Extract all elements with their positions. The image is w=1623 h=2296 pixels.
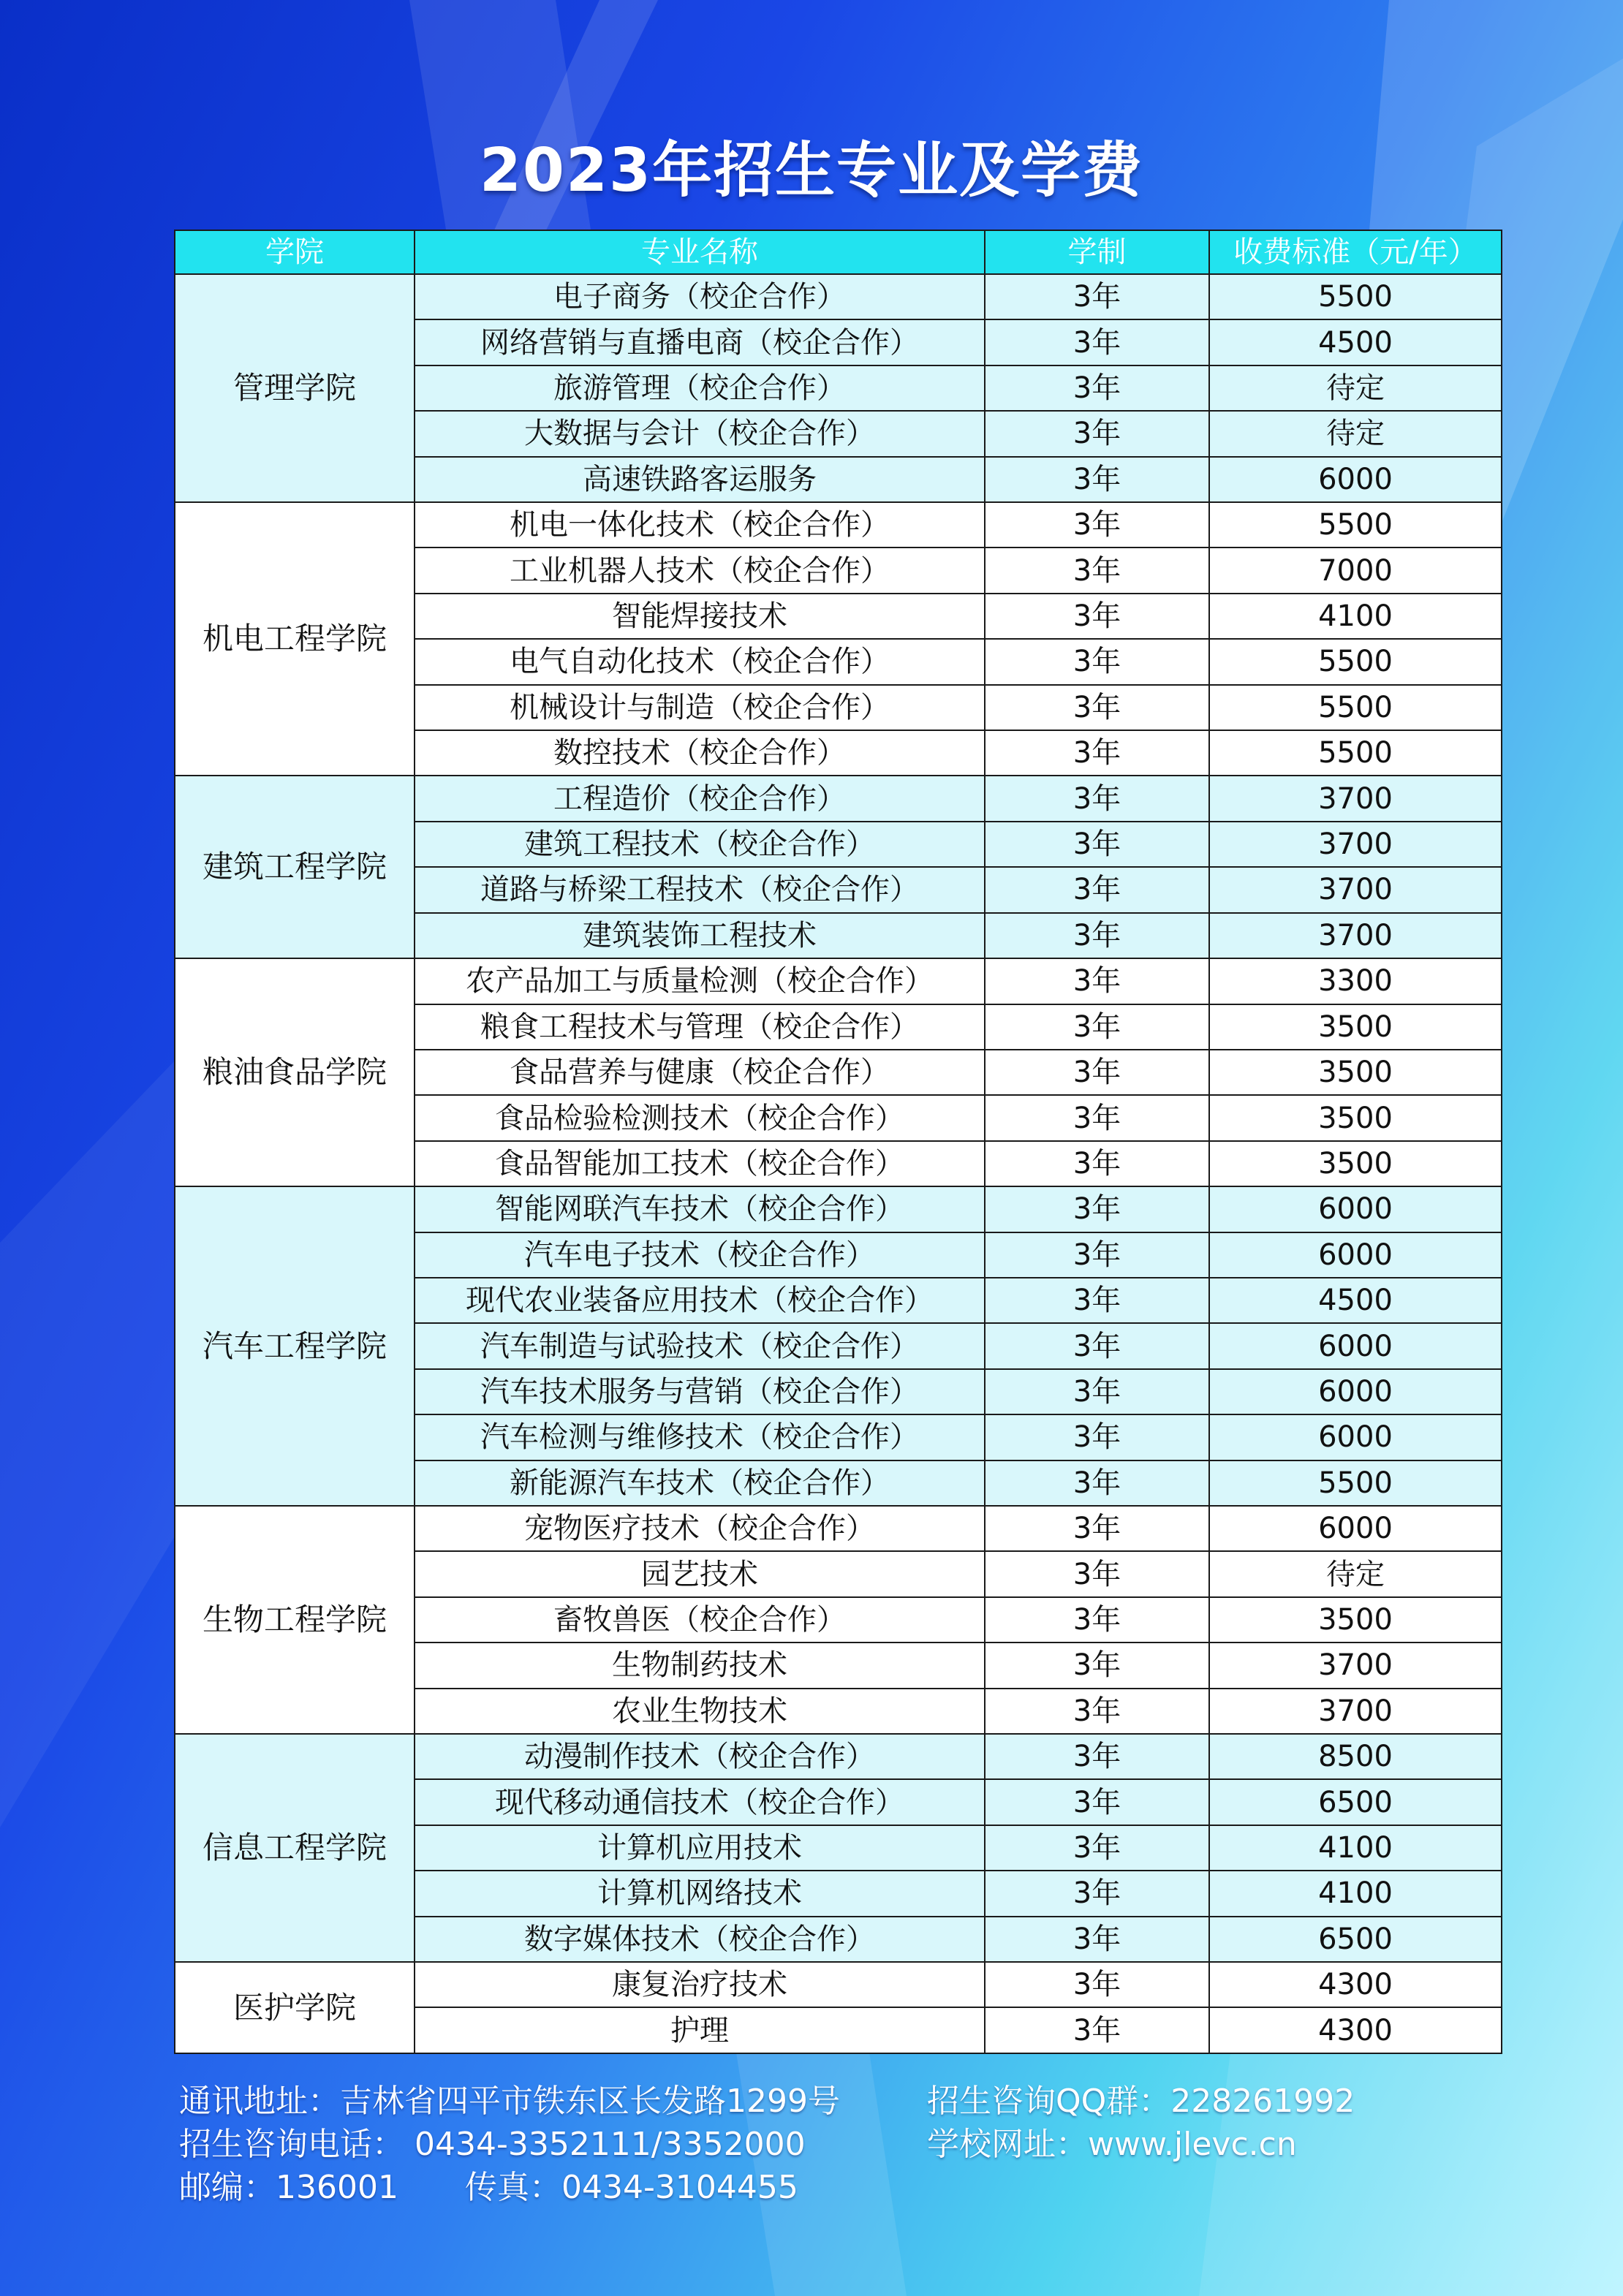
duration-cell: 3年 [985, 1825, 1209, 1871]
fee-cell: 4500 [1209, 1278, 1502, 1323]
table-body [175, 274, 1502, 2053]
major-cell: 护理 [415, 2007, 985, 2053]
table-row [175, 274, 1502, 319]
fee-cell: 6000 [1209, 1369, 1502, 1414]
fee-cell: 6500 [1209, 1917, 1502, 1962]
college-cell: 汽车工程学院 [175, 1186, 415, 1506]
college-cell: 医护学院 [175, 1962, 415, 2053]
major-cell: 宠物医疗技术（校企合作） [415, 1506, 985, 1551]
duration-cell: 3年 [985, 2007, 1209, 2053]
major-cell: 计算机应用技术 [415, 1825, 985, 1871]
duration-cell: 3年 [985, 319, 1209, 365]
duration-cell: 3年 [985, 1597, 1209, 1643]
table-row [175, 1506, 1502, 1551]
college-cell: 机电工程学院 [175, 502, 415, 776]
major-cell: 高速铁路客运服务 [415, 457, 985, 502]
header-major: 专业名称 [415, 230, 985, 274]
fee-cell: 4500 [1209, 319, 1502, 365]
major-cell: 新能源汽车技术（校企合作） [415, 1460, 985, 1506]
college-cell: 生物工程学院 [175, 1506, 415, 1734]
fee-cell: 3700 [1209, 1643, 1502, 1688]
table-row [175, 1962, 1502, 2007]
fee-cell: 6000 [1209, 1186, 1502, 1232]
duration-cell: 3年 [985, 502, 1209, 548]
footer-fax: 传真：0434-3104455 [465, 2169, 798, 2206]
duration-cell: 3年 [985, 274, 1209, 319]
fee-cell: 3300 [1209, 958, 1502, 1004]
duration-cell: 3年 [985, 1506, 1209, 1551]
fee-cell: 3500 [1209, 1597, 1502, 1643]
fee-cell: 5500 [1209, 639, 1502, 684]
fee-cell: 待定 [1209, 365, 1502, 411]
duration-cell: 3年 [985, 594, 1209, 639]
major-cell: 网络营销与直播电商（校企合作） [415, 319, 985, 365]
college-cell: 管理学院 [175, 274, 415, 502]
major-cell: 大数据与会计（校企合作） [415, 411, 985, 456]
fee-cell: 3700 [1209, 776, 1502, 821]
fee-cell: 4100 [1209, 1871, 1502, 1916]
major-cell: 数字媒体技术（校企合作） [415, 1917, 985, 1962]
fee-cell: 6000 [1209, 457, 1502, 502]
duration-cell: 3年 [985, 1095, 1209, 1140]
duration-cell: 3年 [985, 1141, 1209, 1186]
table-row [175, 776, 1502, 821]
major-cell: 建筑工程技术（校企合作） [415, 822, 985, 867]
page-title: 2023年招生专业及学费 [479, 136, 1144, 205]
major-cell: 机电一体化技术（校企合作） [415, 502, 985, 548]
fee-cell: 待定 [1209, 411, 1502, 456]
duration-cell: 3年 [985, 1369, 1209, 1414]
college-cell: 信息工程学院 [175, 1734, 415, 1962]
duration-cell: 3年 [985, 1186, 1209, 1232]
major-cell: 动漫制作技术（校企合作） [415, 1734, 985, 1779]
major-cell: 工业机器人技术（校企合作） [415, 548, 985, 593]
fee-cell: 4100 [1209, 1825, 1502, 1871]
duration-cell: 3年 [985, 548, 1209, 593]
duration-cell: 3年 [985, 1414, 1209, 1460]
fee-cell: 6000 [1209, 1232, 1502, 1278]
major-cell: 畜牧兽医（校企合作） [415, 1597, 985, 1643]
duration-cell: 3年 [985, 1323, 1209, 1368]
major-cell: 食品智能加工技术（校企合作） [415, 1141, 985, 1186]
duration-cell: 3年 [985, 1232, 1209, 1278]
duration-cell: 3年 [985, 958, 1209, 1004]
fee-cell: 3500 [1209, 1095, 1502, 1140]
duration-cell: 3年 [985, 867, 1209, 912]
fee-cell: 3700 [1209, 822, 1502, 867]
major-cell: 电子商务（校企合作） [415, 274, 985, 319]
duration-cell: 3年 [985, 1460, 1209, 1506]
major-cell: 现代农业装备应用技术（校企合作） [415, 1278, 985, 1323]
fee-cell: 3700 [1209, 913, 1502, 958]
table-header-row [175, 230, 1502, 274]
fee-cell: 待定 [1209, 1551, 1502, 1596]
fee-cell: 5500 [1209, 1460, 1502, 1506]
duration-cell: 3年 [985, 1917, 1209, 1962]
major-cell: 建筑装饰工程技术 [415, 913, 985, 958]
fee-cell: 8500 [1209, 1734, 1502, 1779]
duration-cell: 3年 [985, 1779, 1209, 1825]
table-row [175, 1734, 1502, 1779]
duration-cell: 3年 [985, 1643, 1209, 1688]
duration-cell: 3年 [985, 1734, 1209, 1779]
fee-cell: 6000 [1209, 1323, 1502, 1368]
fee-cell: 5500 [1209, 502, 1502, 548]
fee-cell: 7000 [1209, 548, 1502, 593]
major-cell: 现代移动通信技术（校企合作） [415, 1779, 985, 1825]
major-cell: 道路与桥梁工程技术（校企合作） [415, 867, 985, 912]
footer-postcode: 邮编：136001 [179, 2169, 398, 2206]
major-cell: 旅游管理（校企合作） [415, 365, 985, 411]
duration-cell: 3年 [985, 639, 1209, 684]
fee-cell: 4300 [1209, 2007, 1502, 2053]
header-fee: 收费标准（元/年） [1209, 230, 1502, 274]
major-cell: 数控技术（校企合作） [415, 730, 985, 776]
duration-cell: 3年 [985, 913, 1209, 958]
major-cell: 智能焊接技术 [415, 594, 985, 639]
duration-cell: 3年 [985, 1871, 1209, 1916]
major-cell: 汽车检测与维修技术（校企合作） [415, 1414, 985, 1460]
footer-address: 通讯地址：吉林省四平市铁东区长发路1299号 [179, 2083, 840, 2120]
tuition-table [174, 230, 1502, 2054]
major-cell: 食品检验检测技术（校企合作） [415, 1095, 985, 1140]
duration-cell: 3年 [985, 1004, 1209, 1050]
duration-cell: 3年 [985, 1962, 1209, 2007]
college-cell: 建筑工程学院 [175, 776, 415, 958]
fee-cell: 6500 [1209, 1779, 1502, 1825]
major-cell: 机械设计与制造（校企合作） [415, 685, 985, 730]
duration-cell: 3年 [985, 1278, 1209, 1323]
duration-cell: 3年 [985, 1050, 1209, 1095]
duration-cell: 3年 [985, 457, 1209, 502]
duration-cell: 3年 [985, 730, 1209, 776]
header-college: 学院 [175, 230, 415, 274]
major-cell: 计算机网络技术 [415, 1871, 985, 1916]
fee-cell: 6000 [1209, 1506, 1502, 1551]
major-cell: 电气自动化技术（校企合作） [415, 639, 985, 684]
fee-cell: 3500 [1209, 1050, 1502, 1095]
table-row [175, 1186, 1502, 1232]
duration-cell: 3年 [985, 685, 1209, 730]
major-cell: 园艺技术 [415, 1551, 985, 1596]
fee-cell: 3700 [1209, 867, 1502, 912]
duration-cell: 3年 [985, 365, 1209, 411]
major-cell: 汽车制造与试验技术（校企合作） [415, 1323, 985, 1368]
major-cell: 农产品加工与质量检测（校企合作） [415, 958, 985, 1004]
duration-cell: 3年 [985, 776, 1209, 821]
major-cell: 生物制药技术 [415, 1643, 985, 1688]
footer-phone: 招生咨询电话： 0434-3352111/3352000 [179, 2126, 806, 2163]
major-cell: 农业生物技术 [415, 1689, 985, 1734]
duration-cell: 3年 [985, 411, 1209, 456]
fee-cell: 5500 [1209, 730, 1502, 776]
major-cell: 食品营养与健康（校企合作） [415, 1050, 985, 1095]
duration-cell: 3年 [985, 1689, 1209, 1734]
fee-cell: 4100 [1209, 594, 1502, 639]
fee-cell: 5500 [1209, 274, 1502, 319]
header-duration: 学制 [985, 230, 1209, 274]
major-cell: 智能网联汽车技术（校企合作） [415, 1186, 985, 1232]
major-cell: 汽车技术服务与营销（校企合作） [415, 1369, 985, 1414]
fee-cell: 3500 [1209, 1004, 1502, 1050]
major-cell: 汽车电子技术（校企合作） [415, 1232, 985, 1278]
table-row [175, 502, 1502, 548]
duration-cell: 3年 [985, 1551, 1209, 1596]
fee-cell: 6000 [1209, 1414, 1502, 1460]
fee-cell: 3500 [1209, 1141, 1502, 1186]
major-cell: 工程造价（校企合作） [415, 776, 985, 821]
footer-website: 学校网址：www.jlevc.cn [927, 2126, 1297, 2163]
college-cell: 粮油食品学院 [175, 958, 415, 1186]
table-row [175, 958, 1502, 1004]
duration-cell: 3年 [985, 822, 1209, 867]
major-cell: 康复治疗技术 [415, 1962, 985, 2007]
footer-qq-group: 招生咨询QQ群：228261992 [927, 2083, 1355, 2120]
fee-cell: 3700 [1209, 1689, 1502, 1734]
fee-cell: 5500 [1209, 685, 1502, 730]
major-cell: 粮食工程技术与管理（校企合作） [415, 1004, 985, 1050]
fee-cell: 4300 [1209, 1962, 1502, 2007]
